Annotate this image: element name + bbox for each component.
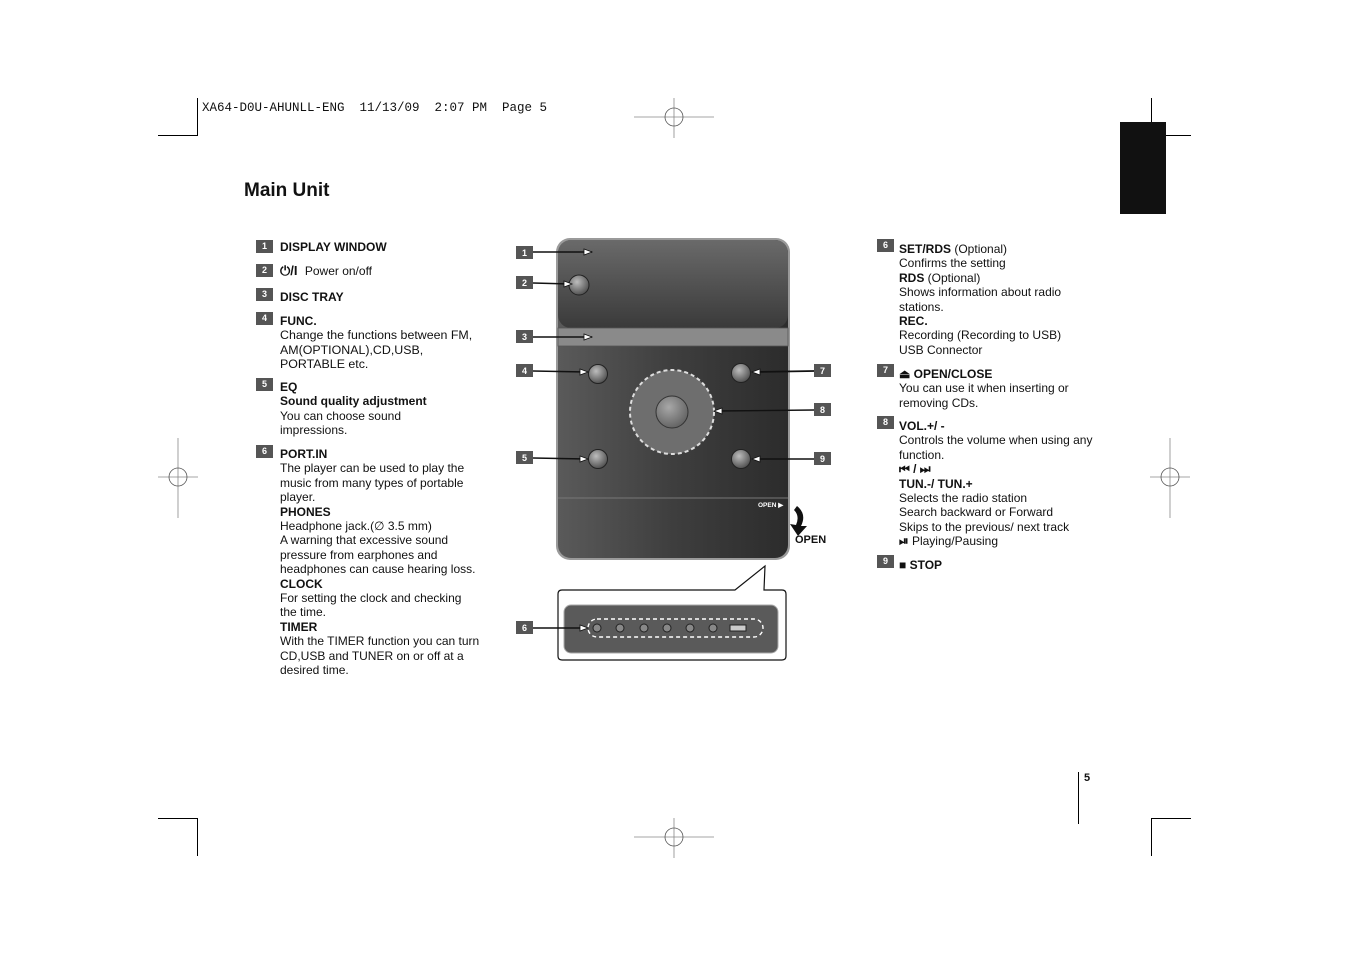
timer-desc: With the TIMER function you can turn CD,USB and TUNER on or off at a desired time. [280, 634, 480, 678]
crop-mark [197, 98, 198, 136]
clock-label: CLOCK [280, 576, 323, 591]
item-label: VOL.+/ - [899, 419, 945, 433]
port-in-jack[interactable] [593, 624, 601, 632]
callout-number: 4 [521, 366, 528, 376]
main-unit-diagram [510, 230, 840, 670]
item-desc: Change the functions between FM, AM(OPTIONAL),CD,USB, PORTABLE etc. [280, 328, 473, 372]
timer-button[interactable] [663, 624, 671, 632]
item-eq [280, 380, 460, 438]
jog-dial-center[interactable] [656, 396, 688, 428]
section-tab [1120, 122, 1166, 214]
item-desc: Confirms the setting [899, 256, 1006, 271]
func-button[interactable] [589, 365, 608, 384]
set-rds-button[interactable] [686, 624, 694, 632]
phones-warning: A warning that excessive sound pressure from earphones and headphones can cause hearing loss. [280, 533, 476, 577]
item-number-badge: 2 [256, 264, 273, 277]
registration-mark [634, 98, 714, 138]
crop-mark [1151, 818, 1152, 856]
item-optional: (Optional) [951, 242, 1008, 256]
item-label: ⏏ OPEN/CLOSE [899, 367, 993, 381]
crop-mark [1151, 818, 1191, 819]
callout-number: 7 [819, 366, 826, 376]
callout-number: 6 [521, 623, 528, 633]
callout-number: 3 [521, 332, 528, 342]
crop-mark [197, 818, 198, 856]
item-set-rds [899, 242, 1099, 357]
page-number: 5 [1084, 772, 1091, 784]
open-arrow-icon [790, 506, 807, 536]
clock-desc: For setting the clock and checking the time. [280, 591, 462, 620]
item-number-badge: 1 [256, 240, 273, 253]
rds-desc: Shows information about radio stations. [899, 285, 1062, 314]
skip-icon: ⏮ / ⏭ [899, 462, 931, 477]
power-button[interactable] [569, 275, 589, 295]
item-number-badge: 5 [256, 378, 273, 391]
item-label: PORT.IN [280, 447, 328, 461]
tun-desc: Search backward or Forward [899, 505, 1054, 520]
item-desc: You can choose sound impressions. [280, 408, 401, 438]
item-number-badge: 7 [877, 364, 894, 377]
tun-desc: Selects the radio station [899, 491, 1028, 506]
callout-number: 1 [521, 248, 528, 258]
callout-number: 8 [819, 405, 826, 415]
registration-mark [1150, 438, 1190, 518]
page-title: Main Unit [244, 180, 330, 201]
play-pause-icon: ⏯ [899, 534, 909, 549]
phones-label: PHONES [280, 504, 331, 519]
callout-number: 9 [819, 454, 826, 464]
item-display-window [280, 240, 490, 254]
callout-number: 5 [521, 453, 528, 463]
item-label: EQ [280, 380, 298, 394]
item-label: FUNC. [280, 314, 317, 328]
registration-mark [158, 438, 198, 518]
item-text: Power on/off [304, 264, 373, 278]
item-number-badge: 6 [877, 239, 894, 252]
item-func [280, 314, 485, 372]
eq-button[interactable] [589, 450, 608, 469]
item-sub: Sound quality adjustment [280, 394, 427, 409]
item-desc: Controls the volume when using any function. [899, 433, 1093, 462]
item-vol [899, 419, 1099, 549]
item-number-badge: 8 [877, 416, 894, 429]
usb-connector-text: USB Connector [899, 342, 983, 357]
item-desc: You can use it when inserting or removing CDs. [899, 381, 1069, 410]
usb-port[interactable] [730, 625, 746, 631]
item-label: DISC TRAY [280, 290, 344, 304]
item-port-in [280, 447, 485, 678]
rds-label: RDS [899, 270, 925, 285]
item-label: ■ STOP [899, 558, 943, 572]
page-rule [1078, 772, 1079, 824]
item-number-badge: 9 [877, 555, 894, 568]
item-number-badge: 4 [256, 312, 273, 325]
callout-number: 2 [521, 278, 528, 288]
timer-label: TIMER [280, 619, 318, 634]
item-disc-tray [280, 290, 490, 304]
stop-button[interactable] [732, 450, 751, 469]
crop-mark [158, 818, 198, 819]
open-small-label: OPEN ▶ [758, 502, 784, 509]
rec-label: REC. [899, 314, 928, 329]
registration-mark [634, 818, 714, 858]
print-slug: XA64-D0U-AHUNLL-ENG 11/13/09 2:07 PM Page 5 [202, 101, 548, 115]
open-label: OPEN [795, 534, 827, 546]
item-number-badge: 6 [256, 445, 273, 458]
item-power [280, 264, 490, 278]
tun-label: TUN.-/ TUN.+ [899, 476, 973, 491]
item-label: DISPLAY WINDOW [280, 240, 387, 254]
rec-button[interactable] [709, 624, 717, 632]
clock-button[interactable] [640, 624, 648, 632]
item-stop [899, 558, 1099, 572]
item-number-badge: 3 [256, 288, 273, 301]
item-open-close [899, 367, 1099, 410]
play-pause-text: Playing/Pausing [911, 534, 999, 549]
phones-jack[interactable] [616, 624, 624, 632]
rec-desc: Recording (Recording to USB) [899, 328, 1062, 343]
item-desc: The player can be used to play the music from many types of portable player. [280, 461, 465, 505]
item-label: SET/RDS [899, 242, 952, 256]
phones-desc: Headphone jack.(∅ 3.5 mm) [280, 519, 432, 534]
tun-desc: Skips to the previous/ next track [899, 519, 1070, 534]
rds-optional: (Optional) [924, 270, 981, 285]
open-close-button[interactable] [732, 364, 751, 383]
crop-mark [158, 135, 198, 136]
power-icon: ⏻/I [280, 263, 298, 278]
